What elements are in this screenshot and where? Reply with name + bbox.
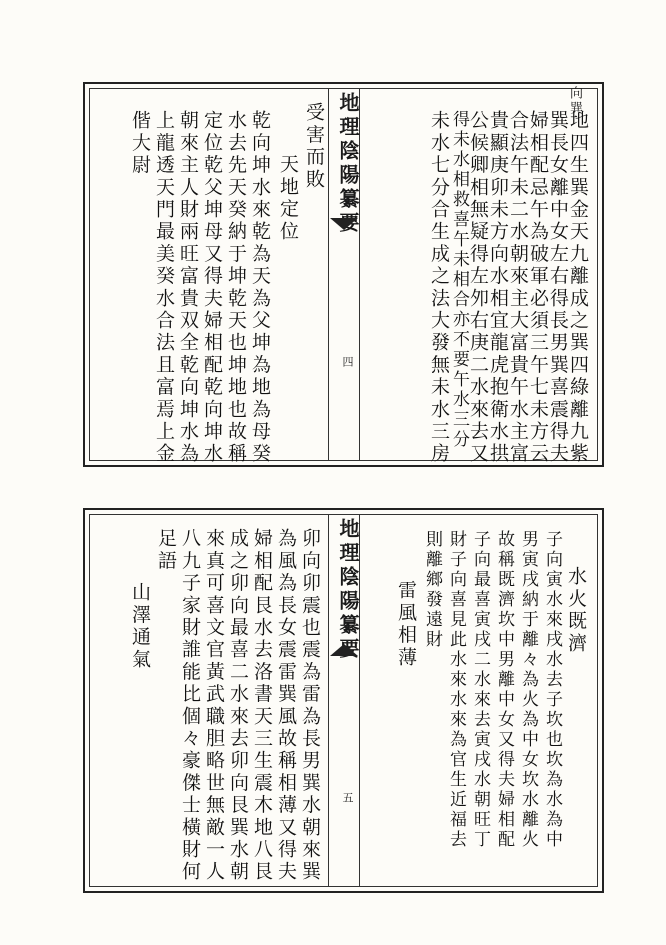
text-column: 成之卯向最喜二水來去卯向艮巽水朝 [227, 528, 249, 884]
text-column: 天地定位 [277, 154, 299, 243]
text-column: 來真可喜文官黃武職胆略世無敵一人 [203, 528, 225, 884]
text-column: 朝來主人財兩旺富貴双全乾向坤水為 [177, 110, 199, 466]
upper-top-note: 向巽 [567, 86, 582, 116]
upper-page-number: 四 [341, 356, 354, 367]
text-column: 定位乾父坤母又得夫婦相配乾向坤水 [201, 110, 223, 466]
text-column: 婦相配忌午為破軍必須三午七未方云 [527, 110, 549, 466]
text-column: 八九子家財誰能比個々豪傑士橫財何 [179, 528, 201, 884]
text-column: 受害而敗 [303, 102, 325, 191]
text-column: 婦相配艮水去洛書天三生震木地八艮 [251, 528, 273, 884]
text-column: 子向寅水來戌水去子坎也坎為水為中 [542, 530, 562, 850]
text-column: 水去先天癸納于坤乾天也坤地也故稱 [225, 110, 247, 466]
text-column: 雷風相薄 [395, 580, 417, 669]
text-column: 故稱既濟坎中男離中女又得夫婦相配 [494, 530, 514, 850]
text-column: 卯向卯震也震為雷為長男巽水朝來巽 [299, 528, 321, 884]
text-column: 上龍透天門最美癸水合法且富焉上金 [153, 110, 175, 466]
text-column: 山澤通氣 [129, 582, 151, 671]
text-column: 巽長女離中女左右得長男巽喜震得夫 [547, 110, 569, 466]
upper-page [83, 82, 604, 467]
text-column: 偕大尉 [129, 110, 151, 177]
text-column: 子向最喜寅戌二水來去寅戌水朝旺丁 [470, 530, 490, 850]
text-column: 得未水相救喜午未相合亦不要午水三分 [449, 110, 469, 450]
text-column: 貴顯庚卯未方向水相宜龍虎抱衛水拱 [487, 110, 509, 466]
lower-spine-ornament [330, 644, 358, 656]
text-column: 男寅戌納于離々為火為中女坎水離火 [518, 530, 538, 850]
text-column: 公候卿相無疑得左夘右庚二水來去又 [467, 110, 489, 466]
lower-page [83, 508, 604, 893]
lower-page-number: 五 [341, 792, 354, 803]
upper-spine-ornament [330, 218, 358, 230]
text-column: 未水七分合生成之法大發無未水三房 [428, 110, 450, 466]
lower-spine-title: 地理陰陽纂要 [336, 518, 360, 662]
text-column: 為風為長女震雷巽風故稱相薄又得夫 [275, 528, 297, 884]
text-column: 地四生巽金天九離成之巽四綠離九紫 [567, 110, 589, 466]
text-column: 足語 [155, 528, 177, 573]
upper-spine-title: 地理陰陽纂要 [336, 92, 360, 236]
text-column: 水火既濟 [565, 566, 587, 655]
text-column: 合法午未二水朝來主大富貴午水主富 [507, 110, 529, 466]
text-column: 乾向坤水來乾為天為父坤為地為母癸 [249, 110, 271, 466]
text-column: 則離鄉發遠財 [422, 530, 442, 650]
text-column: 財子向喜見此水來水來為官生近福去 [446, 530, 466, 850]
